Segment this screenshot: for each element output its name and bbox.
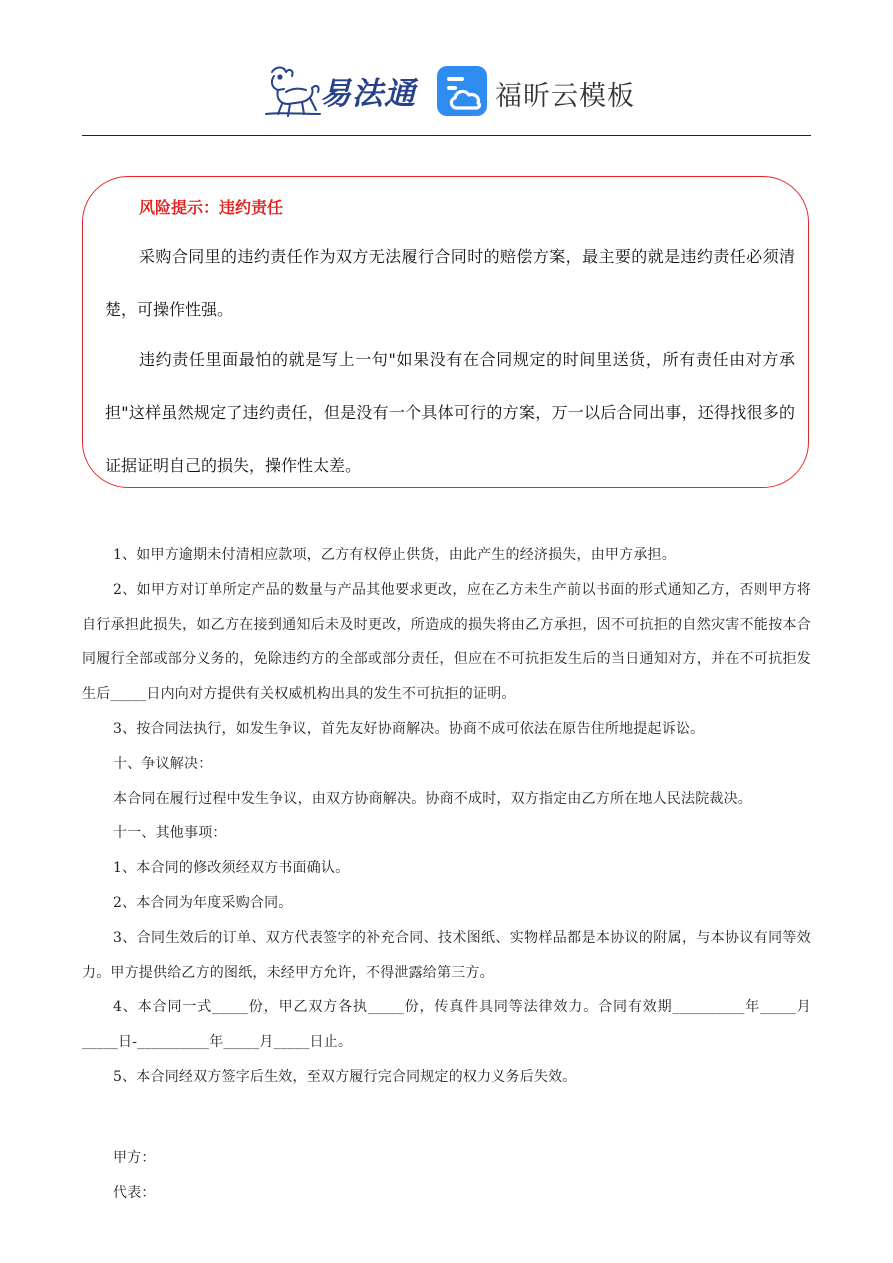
clause-paragraph: 5、本合同经双方签字后生效，至双方履行完合同规定的权力义务后失效。	[113, 1068, 577, 1085]
clause-paragraph: 2、本合同为年度采购合同。	[113, 894, 293, 911]
section-heading: 十一、其他事项：	[113, 825, 227, 842]
fuxin-logo-text: 福昕云模板	[495, 81, 635, 112]
signature-spacer	[82, 1095, 811, 1141]
clause-paragraph: 本合同在履行过程中发生争议，由双方协商解决。协商不成时，双方指定由乙方所在地人民法院裁决。	[113, 790, 752, 807]
yifatong-logo	[262, 62, 416, 120]
risk-warning-box	[82, 176, 809, 488]
header-divider	[82, 135, 811, 136]
risk-paragraph: 违约责任里面最怕的就是写上一句"如果没有在合同规定的时间里送货，所有责任由对方承担"这样虽然规定了违约责任，但是没有一个具体可行的方案，万一以后合同出事，还得找很多的证据证明自己的损失，操作性太差。	[105, 350, 795, 475]
risk-paragraph: 采购合同里的违约责任作为双方无法履行合同时的赔偿方案，最主要的就是违约责任必须清楚，可操作性强。	[105, 247, 795, 319]
party-a-signature-label: 甲方：	[113, 1149, 156, 1166]
qilin-logo-icon	[262, 62, 322, 120]
contract-body	[82, 538, 811, 1210]
cloud-document-app-icon	[435, 64, 489, 118]
clause-paragraph: 2、如甲方对订单所定产品的数量与产品其他要求更改，应在乙方未生产前以书面的形式通知乙方，否则甲方将自行承担此损失，如乙方在接到通知后未及时更改，所造成的损失将由乙方承担，因不可抗拒的自然灾害不能按本合同履行全部或部分义务的，免除违约方的全部或部分责任，但应在不可抗拒发生后的当日通知对方，并在不可抗拒发生后_____日内向对方提供有关权威机构出具的发生不可抗拒的证明。	[82, 581, 811, 703]
clause-paragraph: 1、本合同的修改须经双方书面确认。	[113, 860, 350, 877]
yifatong-logo-text: 易法通	[320, 76, 416, 112]
clause-paragraph: 4、本合同一式_____份，甲乙双方各执_____份，传真件具同等法律效力。合同有效期__________年_____月_____日-__________年_____月_____日止。	[82, 999, 811, 1051]
document-header	[0, 0, 893, 136]
clause-paragraph: 1、如甲方逾期未付清相应款项，乙方有权停止供货，由此产生的经济损失，由甲方承担。	[113, 547, 676, 563]
clause-paragraph: 3、按合同法执行，如发生争议，首先友好协商解决。协商不成可依法在原告住所地提起诉讼。	[113, 720, 705, 737]
risk-title: 风险提示：违约责任	[139, 198, 284, 217]
clause-paragraph: 3、合同生效后的订单、双方代表签字的补充合同、技术图纸、实物样品都是本协议的附属，与本协议有同等效力。甲方提供给乙方的图纸，未经甲方允许，不得泄露给第三方。	[82, 929, 811, 981]
section-heading: 十、争议解决：	[113, 755, 213, 772]
fuxin-logo	[435, 64, 635, 120]
representative-signature-label: 代表：	[113, 1184, 156, 1201]
